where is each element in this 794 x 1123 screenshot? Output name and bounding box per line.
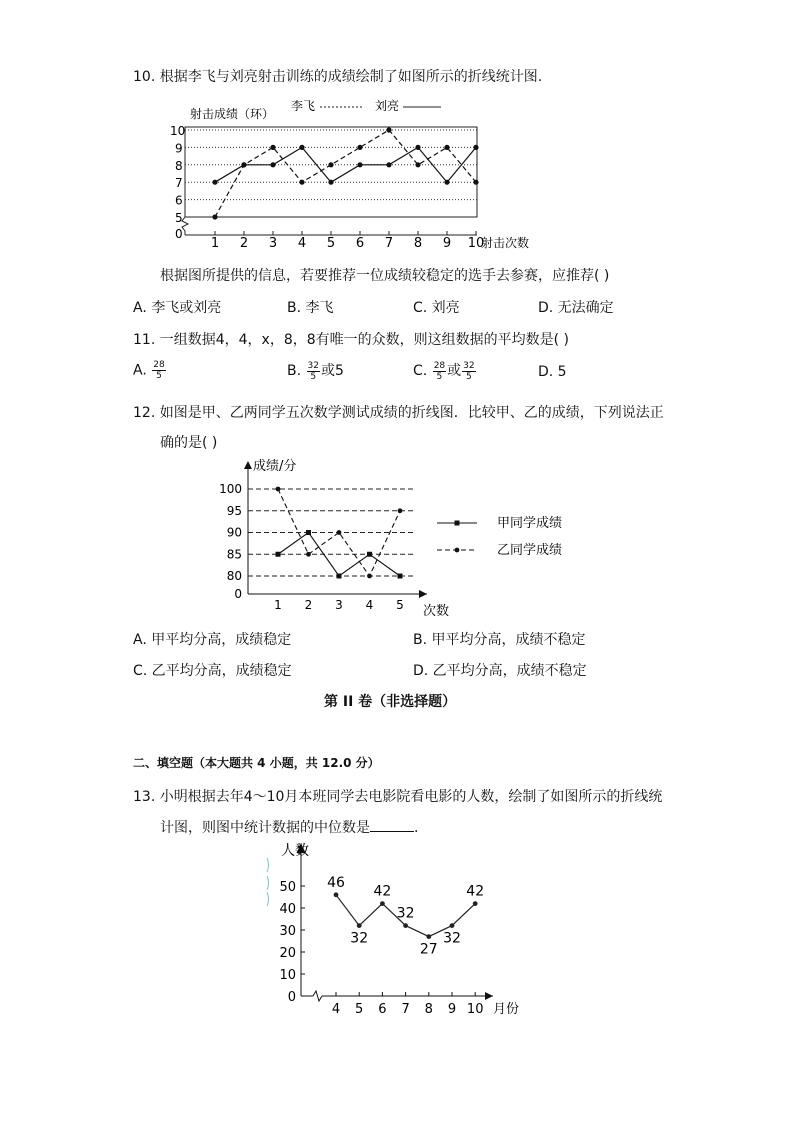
- section-title: 第 II 卷（非选择题）: [324, 694, 457, 710]
- data-point: [367, 574, 372, 579]
- legend-marker-jia: [455, 521, 460, 526]
- q13-stem-line1: 13. 小明根据去年4～10月本班同学去电影院看电影的人数，绘制了如图所示的折线统: [133, 789, 663, 805]
- frac-numerator: 28: [433, 360, 446, 371]
- q12-stem-line1: 12. 如图是甲、乙两同学五次数学测试成绩的折线图．比较甲、乙的成绩，下列说法正: [133, 405, 664, 421]
- frac-denominator: 5: [156, 371, 162, 381]
- data-point: [299, 145, 304, 150]
- frac-denominator: 5: [436, 371, 443, 382]
- q10-sub: 根据图所提供的信息，若要推荐一位成绩较稳定的选手去参赛，应推荐( ): [160, 268, 610, 284]
- q10-stem: 10. 根据李飞与刘亮射击训练的成绩绘制了如图所示的折线统计图.: [133, 69, 543, 85]
- q11-option-c-label: C.: [413, 363, 428, 379]
- data-point: [241, 162, 246, 167]
- q11-option-b-fraction: [307, 361, 320, 382]
- data-point: [357, 145, 362, 150]
- scan-mark: [267, 876, 269, 890]
- y-tick-label: 6: [175, 193, 183, 208]
- data-point: [415, 162, 420, 167]
- plot-frame: [185, 127, 477, 217]
- data-point: [386, 127, 391, 132]
- x-tick-label: 6: [355, 236, 365, 251]
- data-label: 46: [327, 874, 345, 891]
- x-tick-label: 2: [239, 236, 249, 251]
- y-tick-label: 8: [175, 158, 183, 173]
- x-tick-label: 4: [331, 1002, 341, 1017]
- y-tick-label: 95: [226, 503, 242, 518]
- x-tick-label: 5: [396, 598, 404, 612]
- data-label: 32: [443, 930, 461, 947]
- x-tick-label: 3: [268, 236, 278, 251]
- legend-label-liuliang: 刘亮: [375, 99, 400, 113]
- q11-option-b[interactable]: [287, 360, 344, 382]
- legend-label-lifei: 李飞: [291, 99, 316, 113]
- series-line-liuliang: [215, 147, 476, 182]
- q11-option-b-tail: 或5: [320, 363, 344, 379]
- q13-stem-text: 计图，则图中统计数据的中位数是: [160, 820, 370, 836]
- x-tick-label: 2: [304, 598, 313, 612]
- q11-option-c-fraction-2: [462, 361, 475, 382]
- x-axis-label: 月份: [493, 1002, 520, 1017]
- x-tick-label: 9: [442, 236, 452, 251]
- frac-numerator: 32: [463, 360, 475, 371]
- frac-numerator: 28: [153, 360, 165, 370]
- x-tick-label: 3: [335, 598, 343, 612]
- data-point: [386, 162, 391, 167]
- y-tick-label: 0: [287, 990, 296, 1005]
- data-point: [398, 508, 403, 513]
- data-point: [357, 162, 362, 167]
- y-tick-label: 20: [279, 946, 296, 961]
- data-point: [473, 901, 478, 906]
- data-point: [473, 145, 478, 150]
- data-point: [270, 145, 275, 150]
- q12-option-a[interactable]: A. 甲平均分高，成绩稳定: [133, 632, 292, 648]
- part2-heading: 二、填空题（本大题共 4 小题，共 12.0 分）: [133, 756, 380, 770]
- q12-option-c[interactable]: C. 乙平均分高，成绩稳定: [133, 663, 292, 679]
- x-tick-label: 4: [365, 598, 374, 612]
- x-axis-arrow: [419, 590, 427, 598]
- data-point: [212, 180, 217, 185]
- data-label: 32: [350, 930, 369, 947]
- x-tick-label: 1: [274, 598, 282, 612]
- y-tick-label: 100: [219, 482, 242, 496]
- data-label: 32: [396, 905, 415, 922]
- x-tick-label: 5: [355, 1002, 364, 1017]
- axis-break: [313, 991, 322, 1001]
- scan-mark: [267, 892, 269, 906]
- x-tick-label: 7: [401, 1002, 410, 1017]
- q10-option-d[interactable]: D. 无法确定: [538, 300, 614, 316]
- y-tick-label: 50: [279, 880, 296, 895]
- data-point: [367, 552, 372, 557]
- x-axis-label: 射击次数: [481, 236, 530, 250]
- x-tick-label: 5: [326, 236, 336, 251]
- data-point: [415, 145, 420, 150]
- data-point: [426, 934, 431, 939]
- x-tick-label: 4: [297, 236, 307, 251]
- data-label: 27: [419, 941, 438, 958]
- y-tick-label: 40: [279, 902, 296, 917]
- q12-stem-line2: 确的是( ): [160, 435, 218, 451]
- y-axis-label: 射击成绩（环）: [190, 107, 275, 121]
- x-tick-label: 7: [384, 236, 394, 251]
- y-tick-label: 0: [234, 587, 242, 601]
- q11-option-c[interactable]: [413, 360, 477, 382]
- y-tick-label: 80: [226, 569, 242, 583]
- frac-numerator: 32: [307, 360, 319, 371]
- y-tick-label: 85: [226, 547, 242, 562]
- y-tick-label: 5: [175, 211, 183, 225]
- data-point: [444, 145, 449, 150]
- data-point: [334, 892, 339, 897]
- legend-label-yi: 乙同学成绩: [497, 543, 563, 558]
- q11-option-d[interactable]: D. 5: [538, 364, 567, 380]
- y-axis-arrow: [244, 461, 252, 469]
- data-point: [276, 487, 281, 492]
- x-axis-label: 次数: [423, 604, 450, 619]
- data-point: [306, 530, 311, 535]
- q11-stem: 11. 一组数据4，4，x，8，8有唯一的众数，则这组数据的平均数是( ): [133, 332, 570, 348]
- data-point: [328, 162, 333, 167]
- q13-stem-line2: [160, 817, 418, 837]
- q13-stem-period: .: [414, 820, 419, 836]
- q11-option-c-or: 或: [447, 363, 462, 379]
- q13-chart: [255, 835, 535, 1025]
- legend-label-jia: 甲同学成绩: [497, 516, 563, 531]
- q10-chart: [160, 95, 560, 255]
- y-tick-label: 30: [279, 924, 296, 939]
- y-tick-label: 90: [226, 525, 242, 540]
- data-point: [328, 180, 333, 185]
- data-point: [403, 923, 408, 928]
- data-point: [380, 901, 385, 906]
- frac-denominator: 5: [466, 371, 472, 382]
- q11-option-a[interactable]: [133, 360, 167, 381]
- q11-option-c-fraction-1: [433, 361, 446, 382]
- data-point: [270, 162, 275, 167]
- frac-denominator: 5: [310, 371, 317, 382]
- data-point: [212, 214, 217, 219]
- x-tick-label: 8: [424, 1002, 433, 1017]
- data-point: [299, 180, 304, 185]
- q10-option-b[interactable]: B. 李飞: [287, 300, 334, 316]
- data-label: 42: [466, 883, 485, 900]
- q12-option-d[interactable]: D. 乙平均分高，成绩不稳定: [413, 663, 587, 679]
- q12-option-b[interactable]: B. 甲平均分高，成绩不稳定: [413, 632, 586, 648]
- data-point: [444, 180, 449, 185]
- data-point: [473, 180, 478, 185]
- data-point: [398, 574, 403, 579]
- x-tick-label: 1: [210, 236, 220, 251]
- q10-option-c[interactable]: C. 刘亮: [413, 300, 460, 316]
- legend-marker-yi: [455, 548, 460, 553]
- data-point: [306, 552, 311, 557]
- axis-break: [182, 217, 188, 235]
- q12-chart: [215, 455, 595, 625]
- y-tick-label: 0: [175, 227, 183, 241]
- x-axis-arrow: [485, 992, 493, 1000]
- y-tick-label: 10: [279, 968, 296, 983]
- y-axis-label: 成绩/分: [253, 459, 297, 474]
- x-tick-label: 9: [447, 1002, 457, 1017]
- data-label: 42: [373, 883, 392, 900]
- data-point: [337, 530, 342, 535]
- y-axis-label: 人数: [281, 843, 309, 859]
- y-tick-label: 10: [170, 124, 186, 138]
- x-tick-label: 10: [467, 236, 485, 251]
- data-point: [450, 923, 455, 928]
- q11-option-a-label: A.: [133, 362, 147, 379]
- q10-option-a[interactable]: A. 李飞或刘亮: [133, 300, 222, 316]
- q11-option-a-fraction: [152, 360, 165, 381]
- x-tick-label: 8: [413, 236, 423, 251]
- x-tick-label: 10: [466, 1002, 484, 1017]
- data-point: [276, 552, 281, 557]
- q11-option-b-label: B.: [287, 363, 302, 379]
- x-tick-label: 6: [378, 1002, 387, 1017]
- y-tick-label: 7: [175, 176, 183, 191]
- q13-answer-blank[interactable]: [370, 819, 414, 832]
- y-tick-label: 9: [175, 141, 183, 156]
- scan-mark: [267, 858, 269, 872]
- data-point: [357, 923, 362, 928]
- data-point: [337, 574, 342, 579]
